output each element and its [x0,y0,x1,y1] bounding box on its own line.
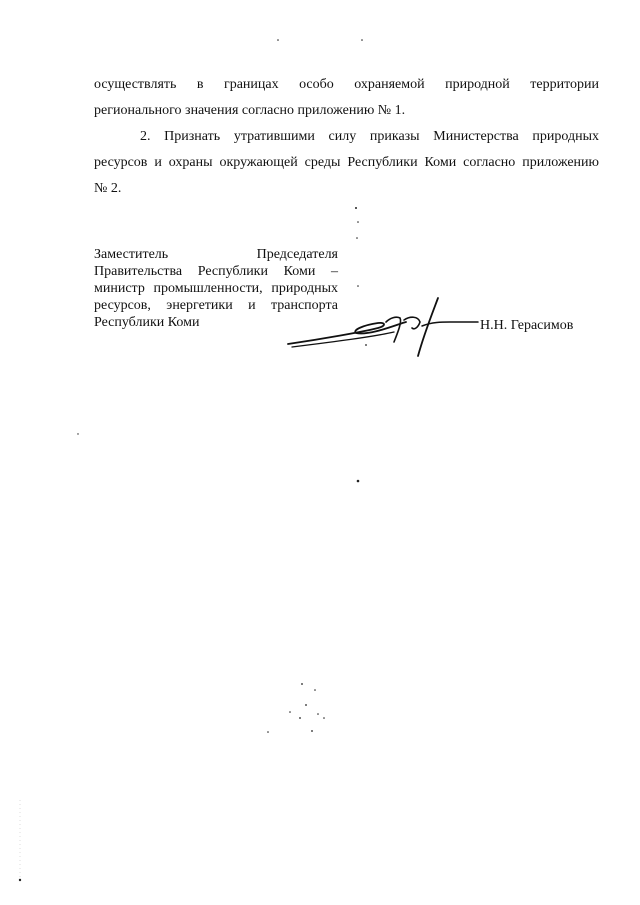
paragraph-1 [94,72,599,124]
signer-title-line-2: Правительства Республики Коми – [94,264,338,279]
paragraph-2 [94,124,599,202]
signer-title-line-3: министр промышленности, природных [94,281,338,296]
paragraph-1-line-1: осуществлять в границах особо охраняемой природной территории [94,77,599,92]
signer-title-line-5: Республики Коми [94,315,200,330]
paragraph-1-line-2: регионального значения согласно приложению № 1. [94,103,406,118]
paragraph-2-line-3: № 2. [94,181,122,196]
paragraph-2-line-1: 2. Признать утратившими силу приказы Министерства природных [140,129,599,144]
signer-title-line-1: Заместитель Председателя [94,247,338,262]
handwritten-signature [282,292,482,362]
signer-name: Н.Н. Герасимов [480,318,574,333]
paragraph-2-line-2: ресурсов и охраны окружающей среды Республики Коми согласно приложению [94,155,599,170]
signer-title-line-4: ресурсов, энергетики и транспорта [94,298,338,313]
